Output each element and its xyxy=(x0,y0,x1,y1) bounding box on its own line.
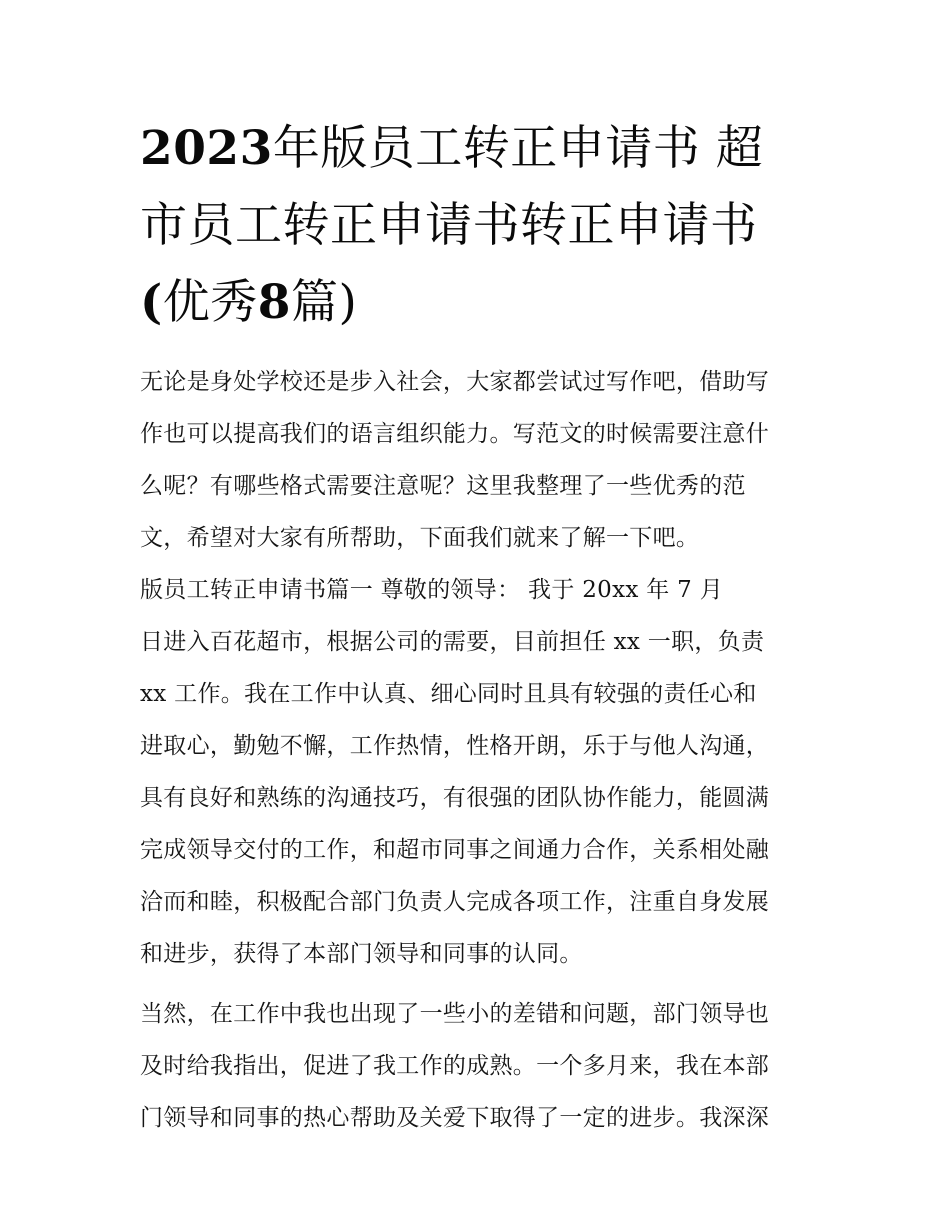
document-title xyxy=(140,110,820,341)
intro-paragraph xyxy=(140,356,820,564)
text-line: 作也可以提高我们的语言组织能力。写范文的时候需要注意什 xyxy=(140,421,770,447)
text-line: 门领导和同事的热心帮助及关爱下取得了一定的进步。我深深 xyxy=(140,1105,770,1131)
text-line: 洽而和睦，积极配合部门负责人完成各项工作，注重自身发展 xyxy=(140,889,770,915)
text-line: 当然，在工作中我也出现了一些小的差错和问题，部门领导也 xyxy=(140,1001,770,1027)
text-line: 及时给我指出，促进了我工作的成熟。一个多月来，我在本部 xyxy=(140,1053,770,1079)
section-paragraph xyxy=(140,564,820,980)
text-line: 具有良好和熟练的沟通技巧，有很强的团队协作能力，能圆满 xyxy=(140,785,770,811)
title-line-3: (优秀8篇) xyxy=(140,275,358,330)
title-line-2: 市员工转正申请书转正申请书 xyxy=(140,198,758,253)
text-line: 日进入百花超市，根据公司的需要，目前担任 xx 一职，负责 xyxy=(140,629,765,655)
text-line: 无论是身处学校还是步入社会，大家都尝试过写作吧，借助写 xyxy=(140,369,770,395)
text-line: xx 工作。我在工作中认真、细心同时且具有较强的责任心和 xyxy=(140,681,757,707)
text-line: 文，希望对大家有所帮助，下面我们就来了解一下吧。 xyxy=(140,525,700,551)
text-line: 么呢？有哪些格式需要注意呢？这里我整理了一些优秀的范 xyxy=(140,473,746,499)
text-line: 完成领导交付的工作，和超市同事之间通力合作，关系相处融 xyxy=(140,837,770,863)
title-line-1: 2023年版员工转正申请书 超 xyxy=(140,121,764,176)
text-line: 进取心，勤勉不懈，工作热情，性格开朗，乐于与他人沟通， xyxy=(140,733,770,759)
text-line: 版员工转正申请书篇一 尊敬的领导： 我于 20xx 年 7 月 xyxy=(140,577,724,603)
document-body xyxy=(140,356,820,1144)
text-line: 和进步，获得了本部门领导和同事的认同。 xyxy=(140,941,583,967)
closing-paragraph xyxy=(140,988,820,1144)
